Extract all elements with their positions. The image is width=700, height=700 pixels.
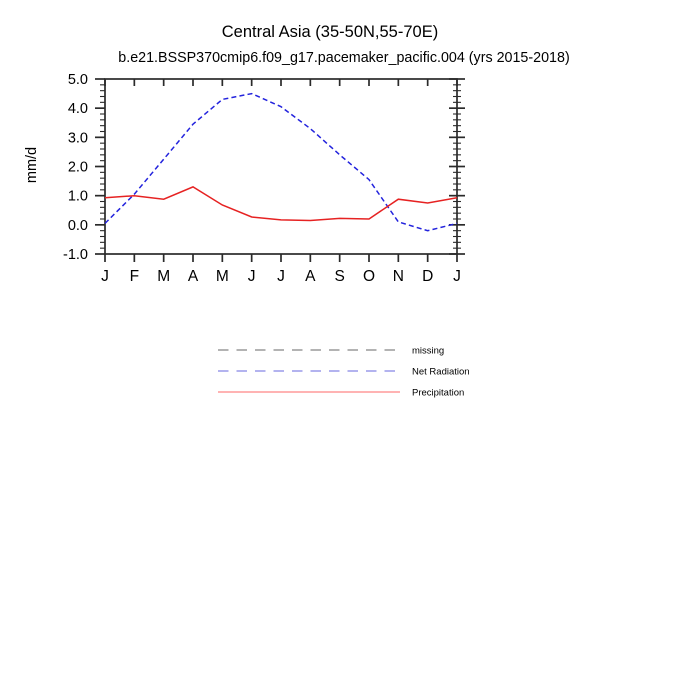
y-tick-label: 0.0 bbox=[67, 217, 88, 234]
x-tick-label: J bbox=[277, 268, 285, 285]
x-tick-label: M bbox=[215, 268, 229, 285]
chart-title: Central Asia (35-50N,55-70E) bbox=[221, 23, 439, 41]
y-tick-label: 5.0 bbox=[67, 72, 88, 88]
x-tick-label: S bbox=[334, 268, 345, 285]
x-tick-label: A bbox=[187, 268, 199, 285]
y-tick-label: 2.0 bbox=[67, 159, 88, 176]
legend-layer bbox=[218, 346, 470, 399]
legend-label: Net Radiation bbox=[412, 366, 470, 378]
y-axis-title: mm/d bbox=[24, 146, 40, 184]
x-tick-label: J bbox=[453, 268, 461, 285]
series-line-net-radiation bbox=[105, 94, 457, 231]
tick-label-layer bbox=[63, 72, 461, 285]
y-tick-label: 4.0 bbox=[67, 101, 88, 118]
series-layer bbox=[105, 94, 457, 231]
series-line-precipitation bbox=[105, 187, 457, 221]
y-tick-label: 1.0 bbox=[67, 188, 88, 205]
legend-label: Precipitation bbox=[412, 387, 465, 399]
x-tick-label: J bbox=[247, 268, 256, 285]
x-tick-label: O bbox=[362, 268, 376, 285]
x-tick-label: N bbox=[392, 268, 404, 285]
x-tick-label: F bbox=[129, 268, 140, 285]
x-tick-label: J bbox=[101, 268, 109, 285]
y-tick-label: -1.0 bbox=[63, 247, 88, 263]
x-tick-label: D bbox=[422, 268, 434, 285]
x-tick-label: M bbox=[157, 268, 171, 285]
y-tick-label: 3.0 bbox=[67, 130, 88, 147]
x-tick-label: A bbox=[305, 268, 316, 285]
chart-subtitle: b.e21.BSSP370cmip6.f09_g17.pacemaker_pacific.004 (yrs 2015-2018) bbox=[118, 50, 570, 66]
legend-label: missing bbox=[412, 345, 445, 357]
